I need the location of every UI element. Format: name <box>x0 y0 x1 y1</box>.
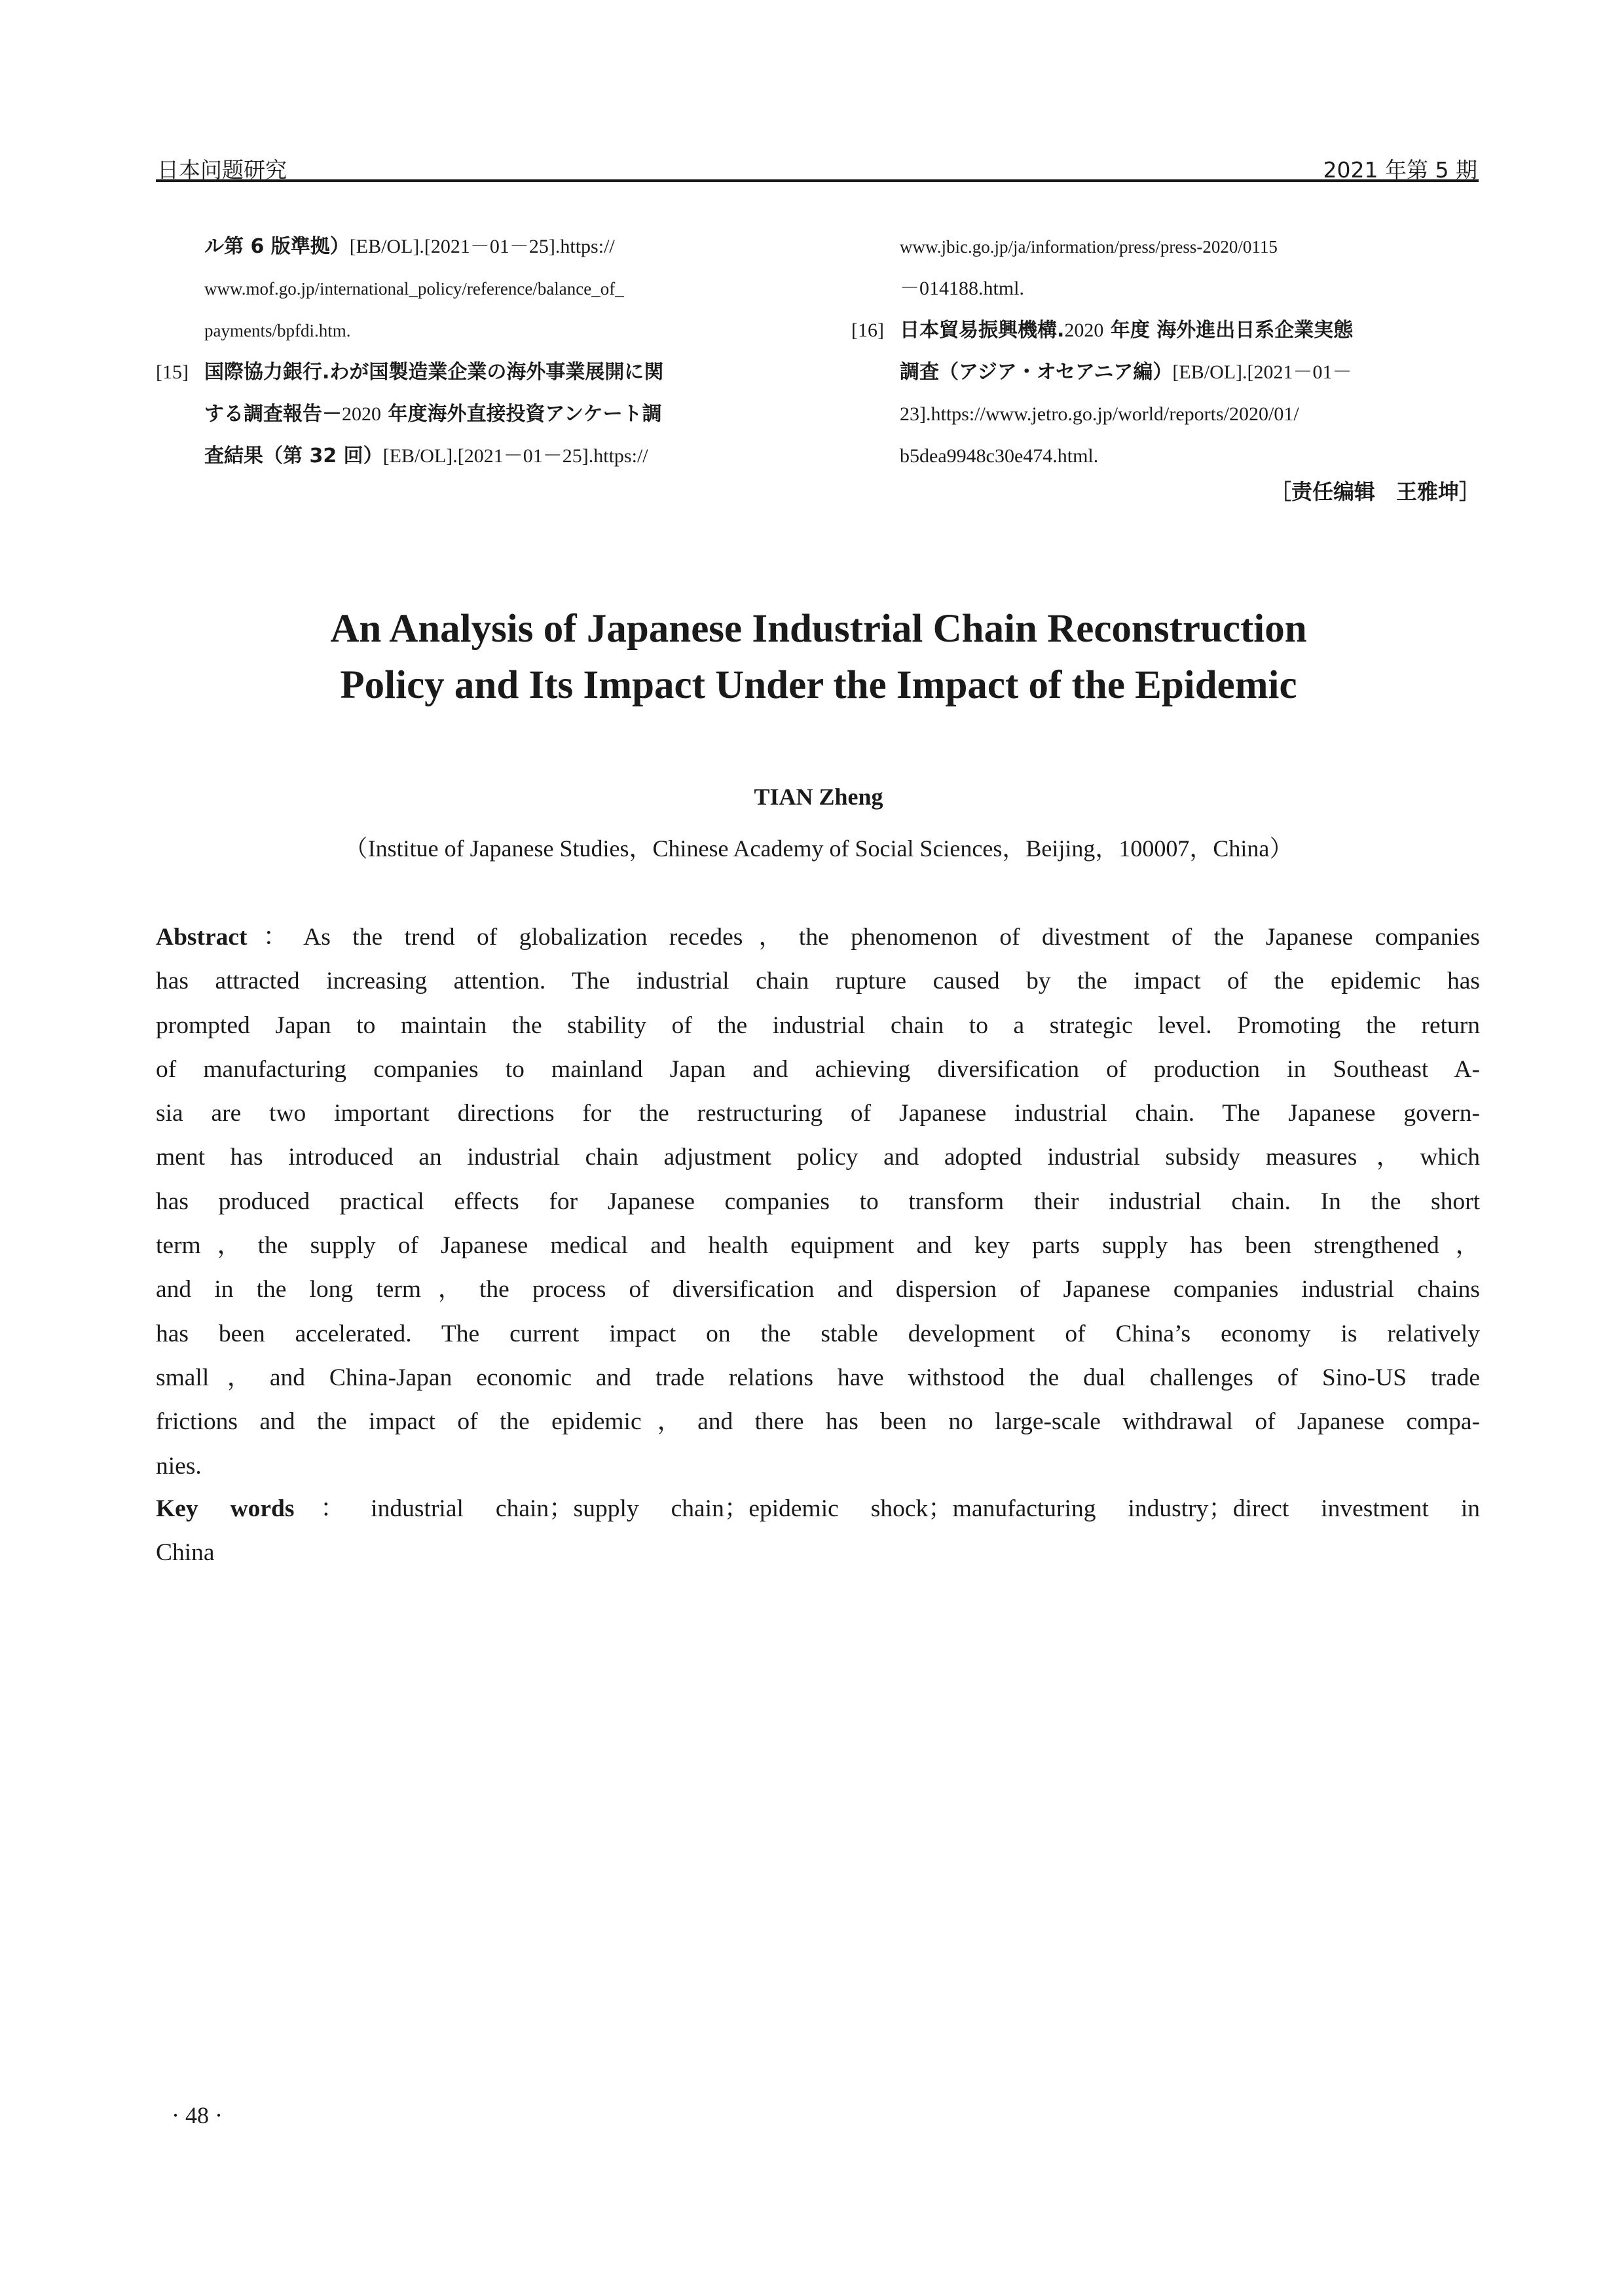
reference-16: [16] 日本貿易振興機構.2020 年度 海外進出日系企業実態 調査（アジア・オセアニア編）[EB/OL].[2021－01－ 23].https://www.jetro.go.jp/world/reports/2020/01/ b5dea9948c30e474.html. <box>851 310 1480 477</box>
issue-label: 2021 年第 5 期 <box>1323 157 1477 183</box>
abstract-label: Abstract <box>156 924 248 951</box>
page-number: · 48 · <box>172 2102 223 2128</box>
running-header <box>156 149 1479 182</box>
keywords: Key words：industrial chain；supply chain；epidemic shock；manufacturing industry；direct investment in China <box>156 1495 1480 1566</box>
author-name: TIAN Zheng <box>754 784 883 810</box>
author-affiliation: （Institue of Japanese Studies，Chinese Academy of Social Sciences，Beijing，100007，China） <box>344 835 1293 862</box>
keywords-label: Key words <box>156 1495 295 1522</box>
reference-number: [15] <box>156 361 189 383</box>
journal-name: 日本问题研究 <box>157 157 287 183</box>
references-left-column <box>156 226 804 477</box>
reference-15-continued: www.jbic.go.jp/ja/information/press/press-2020/0115 －014188.html. <box>900 237 1278 299</box>
references-right-column <box>851 226 1480 477</box>
article-title: An Analysis of Japanese Industrial Chain Reconstruction Policy and Its Impact Under the Impact of the Epidemic <box>330 607 1307 707</box>
reference-14-continued: ル第 6 版準拠）[EB/OL].[2021－01－25].https:// www.mof.go.jp/international_policy/reference/balance_of_ payments/bpfdi.htm. <box>204 235 624 340</box>
reference-15: [15] 国際協力銀行.わが国製造業企業の海外事業展開に関 する調査報告－2020 年度海外直接投資アンケート調 査結果（第 32 回）[EB/OL].[2021－01－25].https:// <box>156 352 804 477</box>
abstract: Abstract：As the trend of globalization recedes，the phenomenon of divestment of the Japanese companies has attracted increasing attention. The industrial chain rupture caused by the impact of the epidemic has prompted Japan to maintain the stability of the industrial chain to a strategic level. Promoting the return of manufacturing companies to mainland Japan and achieving diversification of production in Southeast A- sia are two important directions for the restructuring of Japanese industrial chain. The Japanese govern- ment has introduced an industrial chain adjustment policy and adopted industrial subsidy measures，which has produced practical effects for Japanese companies to transform their industrial chain. In the short term，the supply of Japanese medical and health equipment and key parts supply has been strengthened， and in the long term，the process of diversification and dispersion of Japanese companies industrial chains has been accelerated. The current impact on the stable development of China’s economy is relatively small，and China-Japan economic and trade relations have withstood the dual challenges of Sino-US trade frictions and the impact of the epidemic，and there has been no large-scale withdrawal of Japanese compa- nies. <box>156 924 1480 1480</box>
reference-number: [16] <box>851 319 884 341</box>
editor-note: ［责任编辑 王雅坤］ <box>1270 479 1480 504</box>
